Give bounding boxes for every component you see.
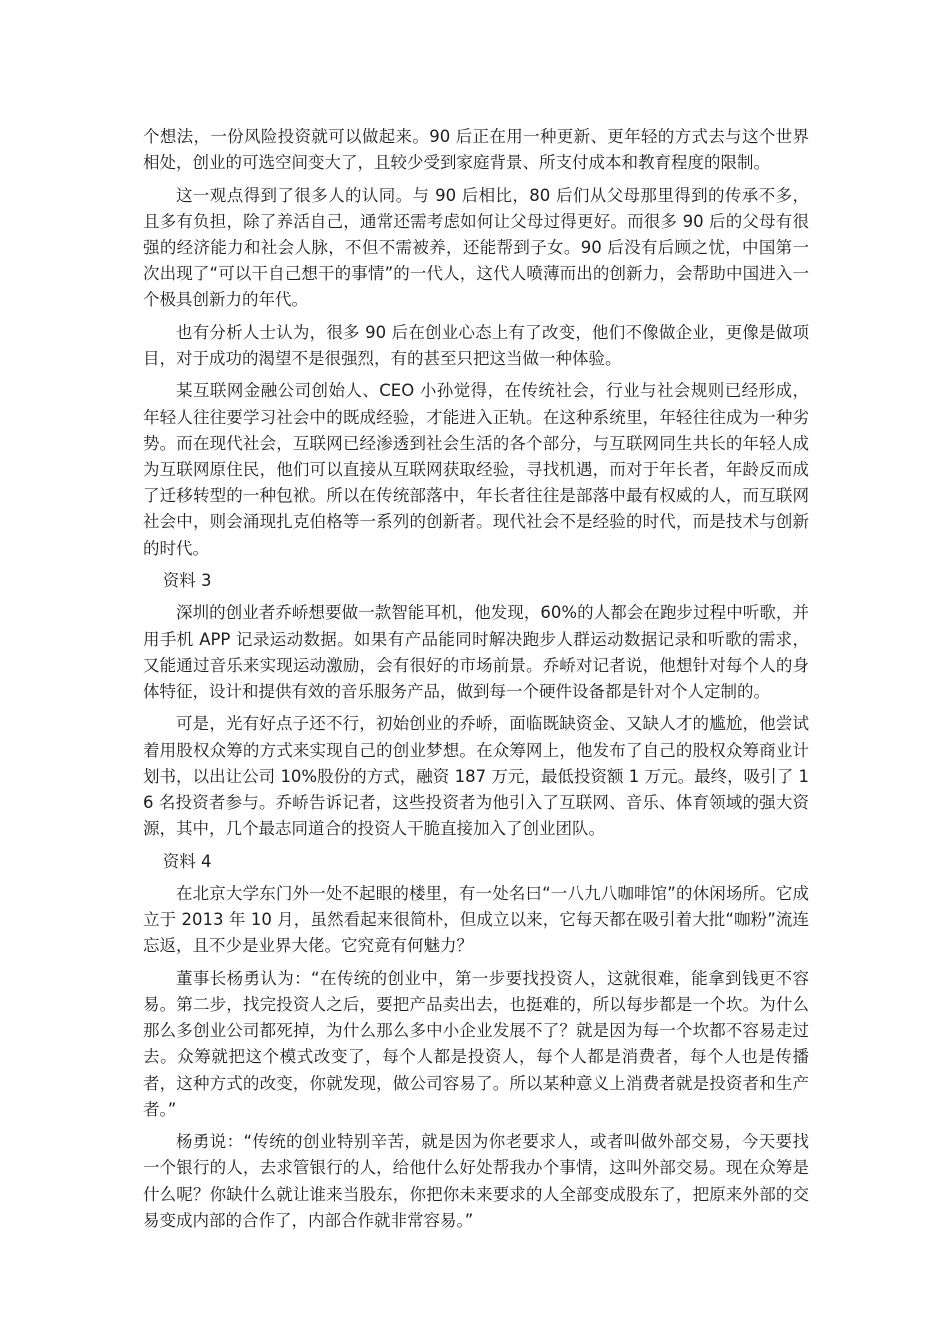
paragraph-1: 个想法，一份风险投资就可以做起来。90 后正在用一种更新、更年轻的方式去与这个世界相处，创业的可选空间变大了，且较少受到家庭背景、所支付成本和教育程度的限制。 bbox=[143, 127, 809, 173]
paragraph-7: 在北京大学东门外一处不起眼的楼里，有一处名曰“一八九八咖啡馆”的休闲场所。它成立于 2013 年 10 月，虽然看起来很简朴，但成立以来，它每天都在吸引着大批“咖粉”流连忘返，且不少是业界大佬。它究竟有何魅力？ bbox=[143, 883, 809, 956]
paragraph-4: 某互联网金融公司创始人、CEO 小孙觉得，在传统社会，行业与社会规则已经形成，年轻人往往要学习社会中的既成经验，才能进入正轨。在这种系统里，年轻往往成为一种劣势。而在现代社会，互联网已经渗透到社会生活的各个部分，与互联网同生共长的年轻人成为互联网原住民，他们可以直接从互联网获取经验，寻找机遇，而对于年长者，年龄反而成了迁移转型的一种包袱。所以在传统部落中，年长者往往是部落中最有权威的人，而互联网社会中，则会涌现扎克伯格等一系列的创新者。现代社会不是经验的时代，而是技术与创新的时代。 bbox=[143, 381, 809, 558]
paragraph-3: 也有分析人士认为，很多 90 后在创业心态上有了改变，他们不像做企业，更像是做项目，对于成功的渴望不是很强烈，有的甚至只把这当做一种体验。 bbox=[143, 322, 809, 368]
section-label-material-3: 资料 3 bbox=[162, 571, 212, 590]
paragraph-8: 董事长杨勇认为：“在传统的创业中，第一步要找投资人，这就很难，能拿到钱更不容易。第二步，找完投资人之后，要把产品卖出去，也挺难的，所以每步都是一个坎。为什么那么多创业公司都死掉，为什么那么多中小企业发展不了？就是因为每一个坎都不容易走过去。众筹就把这个模式改变了，每个人都是投资人，每个人都是消费者，每个人也是传播者，这种方式的改变，你就发现，做公司容易了。所以某种意义上消费者就是投资者和生产者。” bbox=[143, 968, 809, 1119]
paragraph-6: 可是，光有好点子还不行，初始创业的乔峤，面临既缺资金、又缺人才的尴尬，他尝试着用股权众筹的方式来实现自己的创业梦想。在众筹网上，他发布了自己的股权众筹商业计划书，以出让公司 10%股份的方式，融资 187 万元，最低投资额 1 万元。最终，吸引了 16 名投资者参与。乔峤告诉记者，这些投资者为他引入了互联网、音乐、体育领域的强大资源，其中，几个最志同道合的投资人干脆直接加入了创业团队。 bbox=[143, 714, 809, 839]
document-page bbox=[143, 124, 809, 1240]
paragraph-9: 杨勇说：“传统的创业特别辛苦，就是因为你老要求人，或者叫做外部交易，今天要找一个银行的人，去求管银行的人，给他什么好处帮我办个事情，这叫外部交易。现在众筹是什么呢？你缺什么就让谁来当股东，你把你未来要求的人全部变成股东了，把原来外部的交易变成内部的合作了，内部合作就非常容易。” bbox=[143, 1132, 809, 1230]
paragraph-2: 这一观点得到了很多人的认同。与 90 后相比，80 后们从父母那里得到的传承不多，且多有负担，除了养活自己，通常还需考虑如何让父母过得更好。而很多 90 后的父母有很强的经济能力和社会人脉，不但不需被养，还能帮到子女。90 后没有后顾之忧，中国第一次出现了“可以干自己想干的事情”的一代人，这代人喷薄而出的创新力，会帮助中国进入一个极具创新力的年代。 bbox=[143, 185, 809, 310]
paragraph-5: 深圳的创业者乔峤想要做一款智能耳机，他发现，60%的人都会在跑步过程中听歌，并用手机 APP 记录运动数据。如果有产品能同时解决跑步人群运动数据记录和听歌的需求，又能通过音乐来实现运动激励，会有很好的市场前景。乔峤对记者说，他想针对每个人的身体特征，设计和提供有效的音乐服务产品，做到每一个硬件设备都是针对个人定制的。 bbox=[143, 603, 809, 701]
section-label-material-4: 资料 4 bbox=[162, 851, 212, 871]
